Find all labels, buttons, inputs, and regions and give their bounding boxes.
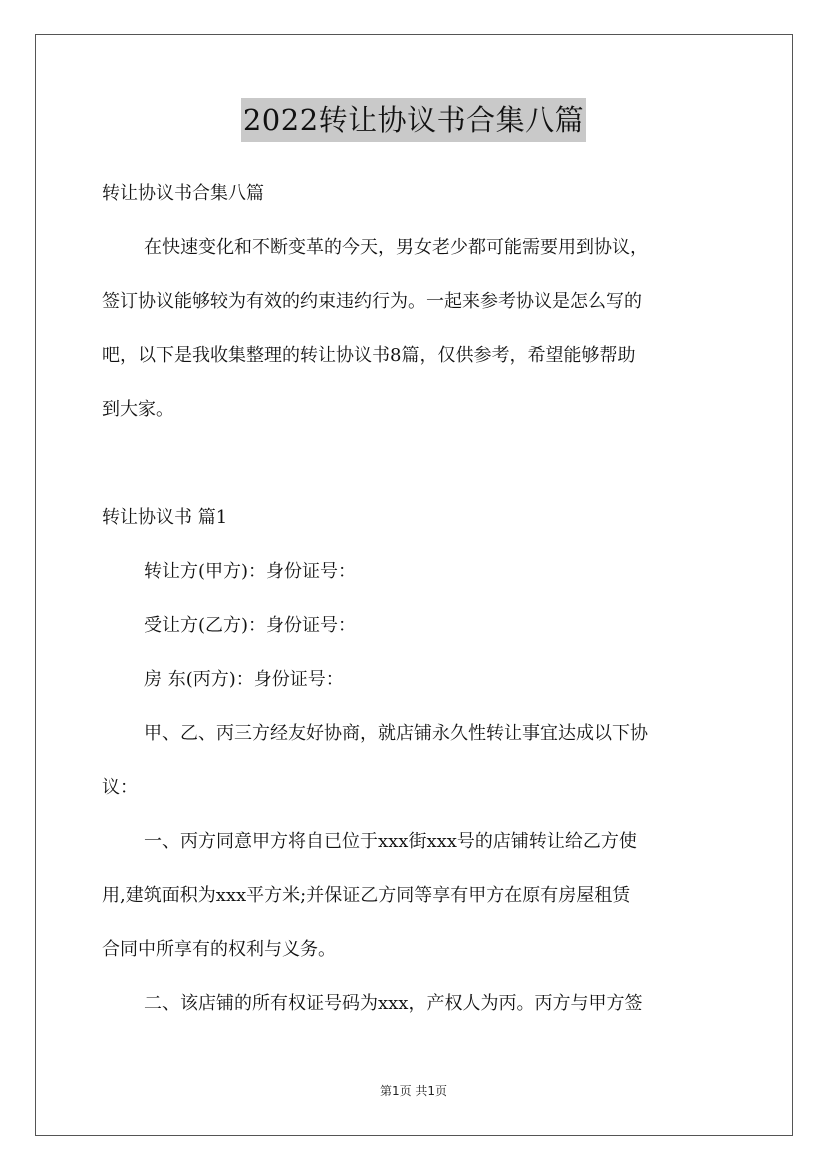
title-container [0,98,827,142]
party-transferee-line: 受让方(乙方)：身份证号： [144,615,357,636]
section-heading: 转让协议书 篇1 [102,507,228,528]
paragraph-line: 签订协议能够较为有效的约束违约行为。一起来参考协议是怎么写的 [102,291,642,312]
blank-spacer [102,437,728,491]
paragraph-line: 吧，以下是我收集整理的转让协议书8篇，仅供参考，希望能够帮助 [102,345,636,366]
party-transferor-line: 转让方(甲方)：身份证号： [144,561,357,582]
page-footer: 第1页 共1页 [379,1084,448,1098]
clause-line: 二、该店铺的所有权证号码为xxx，产权人为丙。丙方与甲方签 [144,993,643,1014]
paragraph-line: 在快速变化和不断变革的今天，男女老少都可能需要用到协议， [144,237,648,258]
clause-line: 合同中所享有的权利与义务。 [102,939,336,960]
party-landlord-line: 房 东(丙方)：身份证号： [144,669,344,690]
document-body [102,167,728,1031]
paragraph-line: 议： [102,777,138,798]
paragraph-line: 甲、乙、丙三方经友好协商，就店铺永久性转让事宜达成以下协 [144,723,648,744]
clause-line: 用,建筑面积为xxx平方米;并保证乙方同等享有甲方在原有房屋租赁 [102,885,631,906]
subtitle-line: 转让协议书合集八篇 [102,183,264,204]
clause-line: 一、丙方同意甲方将自已位于xxx街xxx号的店铺转让给乙方使 [144,831,637,852]
paragraph-line: 到大家。 [102,399,174,420]
document-title: 2022转让协议书合集八篇 [241,98,586,142]
